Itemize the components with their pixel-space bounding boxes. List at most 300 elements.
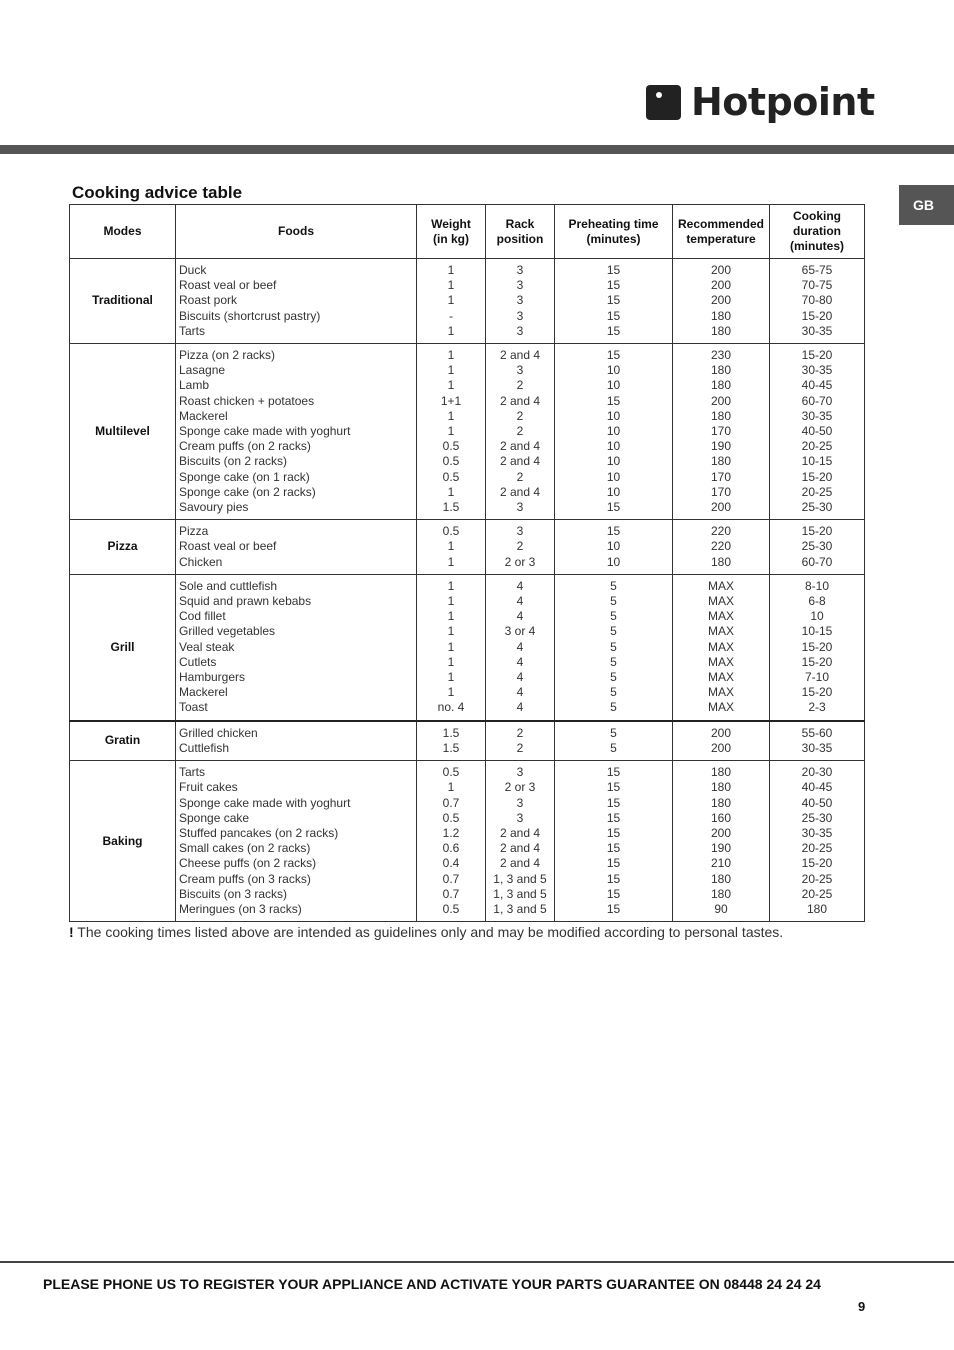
duration-value: 40-45 (801, 780, 833, 795)
preheat-value: 15 (606, 901, 621, 916)
foods-value: Tarts (179, 765, 206, 780)
rack-value: 1, 3 and 5 (493, 871, 547, 886)
temp-value: 170 (710, 424, 732, 439)
header-weight (417, 205, 486, 259)
preheat-value: 15 (606, 841, 621, 856)
header-text: Recommended temperature (677, 216, 765, 246)
rack-value: 4 (516, 609, 524, 624)
foods-value: Chicken (179, 554, 223, 569)
duration-value: 20-25 (801, 871, 833, 886)
weight-value: 1.5 (442, 725, 460, 740)
foods-value: Roast veal or beef (179, 539, 277, 554)
header-divider (0, 145, 954, 154)
duration-value: 6-8 (808, 594, 826, 609)
duration-value: 15-20 (801, 469, 833, 484)
header-text: Preheating time (minutes) (568, 216, 659, 246)
temp-cell (673, 520, 770, 575)
duration-value: 40-50 (801, 795, 833, 810)
weight-value: 0.7 (442, 886, 460, 901)
rack-value: 4 (516, 594, 524, 609)
header-text: Cooking duration (minutes) (790, 209, 844, 253)
temp-value: 90 (714, 901, 728, 916)
duration-value: 70-75 (801, 278, 833, 293)
foods-value: Cod fillet (179, 609, 226, 624)
duration-value: 10 (810, 609, 824, 624)
weight-value: 0.5 (442, 524, 460, 539)
rack-cell (486, 520, 555, 575)
duration-value: 20-25 (801, 484, 833, 499)
foods-value: Sponge cake made with yoghurt (179, 424, 351, 439)
weight-value: 1 (447, 578, 455, 593)
weight-value: 1.5 (442, 500, 460, 515)
table-row (70, 259, 865, 344)
preheat-value: 15 (606, 278, 621, 293)
foods-value: Pizza (on 2 racks) (179, 348, 276, 363)
weight-value: 0.5 (442, 454, 460, 469)
duration-value: 15-20 (801, 639, 833, 654)
preheat-value: 10 (606, 554, 621, 569)
language-tab: GB (899, 185, 954, 225)
duration-value: 180 (806, 901, 828, 916)
preheat-value: 10 (606, 484, 621, 499)
foods-cell (176, 259, 417, 344)
rack-cell (486, 761, 555, 922)
weight-value: 1 (447, 263, 455, 277)
preheat-value: 5 (610, 639, 617, 654)
weight-value: 1 (447, 654, 455, 669)
temp-value: 170 (710, 484, 732, 499)
temp-value: 210 (710, 856, 732, 871)
cooking-advice-table (69, 204, 865, 922)
weight-cell (417, 344, 486, 520)
rack-value: 3 (516, 363, 524, 378)
preheat-value: 5 (610, 624, 617, 639)
duration-cell (770, 761, 865, 922)
header-text: Foods (278, 224, 314, 238)
temp-value: MAX (707, 685, 734, 700)
rack-value: 3 (516, 293, 524, 308)
preheat-value: 5 (610, 578, 617, 593)
duration-value: 15-20 (801, 856, 833, 871)
weight-value: 1 (447, 685, 455, 700)
warning-mark: ! (69, 924, 74, 940)
duration-value: 40-50 (801, 424, 833, 439)
mode-cell: Traditional (70, 259, 176, 344)
weight-cell (417, 259, 486, 344)
duration-cell (770, 574, 865, 720)
duration-value: 30-35 (801, 408, 833, 423)
temp-value: 200 (710, 263, 732, 277)
foods-value: Lamb (179, 378, 210, 393)
temp-value: MAX (707, 654, 734, 669)
rack-value: 2 (516, 408, 524, 423)
temp-value: 180 (710, 795, 732, 810)
duration-value: 2-3 (808, 700, 826, 715)
temp-value: 200 (710, 393, 732, 408)
temp-value: 220 (710, 539, 732, 554)
foods-value: Roast chicken + potatoes (179, 393, 315, 408)
preheat-value: 10 (606, 378, 621, 393)
temp-value: 180 (710, 454, 732, 469)
preheat-value: 15 (606, 263, 621, 277)
weight-value: 1 (447, 408, 455, 423)
duration-value: 30-35 (801, 323, 833, 338)
weight-value: 1 (447, 780, 455, 795)
preheat-value: 5 (610, 685, 617, 700)
rack-value: 4 (516, 654, 524, 669)
foods-cell (176, 520, 417, 575)
duration-value: 20-25 (801, 841, 833, 856)
temp-value: 180 (710, 378, 732, 393)
weight-cell (417, 520, 486, 575)
hotpoint-logo-icon (646, 85, 681, 120)
rack-value: 2 (516, 424, 524, 439)
foods-value: Pizza (179, 524, 209, 539)
preheat-value: 5 (610, 670, 617, 685)
preheat-value: 5 (610, 700, 617, 715)
temp-value: 190 (710, 439, 732, 454)
duration-value: 10-15 (801, 454, 833, 469)
weight-value: 1 (447, 293, 455, 308)
preheat-value: 10 (606, 469, 621, 484)
table-body (70, 259, 865, 922)
rack-cell (486, 574, 555, 720)
weight-value: 0.5 (442, 765, 460, 780)
weight-value: 1 (447, 378, 455, 393)
registration-message: PLEASE PHONE US TO REGISTER YOUR APPLIANCE AND ACTIVATE YOUR PARTS GUARANTEE ON 08448 24 24 24 (43, 1276, 821, 1292)
weight-value: 1 (447, 323, 455, 338)
brand-logo (646, 80, 875, 124)
temp-value: 170 (710, 469, 732, 484)
preheat-cell (555, 344, 673, 520)
duration-value: 60-70 (801, 393, 833, 408)
weight-value: 1 (447, 539, 455, 554)
temp-value: 180 (710, 871, 732, 886)
preheat-value: 5 (610, 654, 617, 669)
foods-value: Sole and cuttlefish (179, 578, 278, 593)
rack-value: 2 and 4 (499, 348, 541, 363)
foods-value: Grilled vegetables (179, 624, 276, 639)
foods-cell (176, 761, 417, 922)
mode-cell: Grill (70, 574, 176, 720)
preheat-value: 10 (606, 454, 621, 469)
duration-value: 55-60 (801, 725, 833, 740)
foods-value: Tarts (179, 323, 206, 338)
page-number: 9 (858, 1299, 866, 1314)
weight-value: 1 (447, 609, 455, 624)
foods-value: Cuttlefish (179, 740, 230, 755)
header-foods (176, 205, 417, 259)
mode-cell: Multilevel (70, 344, 176, 520)
temp-value: 180 (710, 765, 732, 780)
weight-value: 1 (447, 639, 455, 654)
foods-value: Grilled chicken (179, 725, 258, 740)
page-title: Cooking advice table (72, 183, 243, 202)
foods-cell (176, 721, 417, 761)
preheat-value: 10 (606, 424, 621, 439)
duration-value: 8-10 (804, 578, 830, 593)
weight-value: 0.7 (442, 795, 460, 810)
temp-value: 180 (710, 554, 732, 569)
weight-value: 0.5 (442, 439, 460, 454)
rack-value: 2 or 3 (504, 554, 536, 569)
rack-cell (486, 721, 555, 761)
duration-value: 15-20 (801, 654, 833, 669)
foods-value: Mackerel (179, 685, 228, 700)
duration-cell (770, 721, 865, 761)
rack-value: 4 (516, 578, 524, 593)
temp-value: 200 (710, 825, 732, 840)
weight-value: 1 (447, 624, 455, 639)
weight-value: 1 (447, 278, 455, 293)
rack-value: 4 (516, 700, 524, 715)
foods-value: Hamburgers (179, 670, 246, 685)
temp-value: 200 (710, 293, 732, 308)
header-preheat (555, 205, 673, 259)
table-row (70, 344, 865, 520)
temp-value: 190 (710, 841, 732, 856)
temp-value: MAX (707, 700, 734, 715)
foods-value: Toast (179, 700, 208, 715)
rack-value: 3 (516, 263, 524, 277)
rack-value: 3 or 4 (504, 624, 536, 639)
preheat-value: 15 (606, 765, 621, 780)
duration-cell (770, 259, 865, 344)
duration-cell (770, 344, 865, 520)
preheat-value: 15 (606, 871, 621, 886)
preheat-value: 10 (606, 363, 621, 378)
rack-value: 2 and 4 (499, 393, 541, 408)
rack-value: 3 (516, 524, 524, 539)
preheat-value: 15 (606, 323, 621, 338)
rack-value: 1, 3 and 5 (493, 886, 547, 901)
header-text: Rack position (496, 216, 544, 246)
temp-cell (673, 259, 770, 344)
duration-value: 65-75 (801, 263, 833, 277)
rack-value: 2 and 4 (499, 825, 541, 840)
foods-value: Small cakes (on 2 racks) (179, 841, 311, 856)
foods-value: Sponge cake made with yoghurt (179, 795, 351, 810)
temp-cell (673, 721, 770, 761)
duration-value: 70-80 (801, 293, 833, 308)
temp-value: MAX (707, 670, 734, 685)
rack-value: 2 and 4 (499, 856, 541, 871)
header-text: Weight (in kg) (431, 216, 471, 246)
foods-value: Cheese puffs (on 2 racks) (179, 856, 317, 871)
duration-value: 40-45 (801, 378, 833, 393)
duration-value: 30-35 (801, 825, 833, 840)
foods-value: Sponge cake (on 1 rack) (179, 469, 310, 484)
temp-value: MAX (707, 609, 734, 624)
brand-name: Hotpoint (691, 80, 875, 124)
preheat-value: 15 (606, 780, 621, 795)
preheat-value: 15 (606, 308, 621, 323)
rack-value: 2 and 4 (499, 484, 541, 499)
preheat-value: 15 (606, 293, 621, 308)
table-header-row (70, 205, 865, 259)
foods-value: Biscuits (shortcrust pastry) (179, 308, 321, 323)
preheat-cell (555, 574, 673, 720)
weight-value: 0.4 (442, 856, 460, 871)
rack-value: 3 (516, 810, 524, 825)
temp-value: 200 (710, 500, 732, 515)
temp-value: MAX (707, 578, 734, 593)
weight-value: 0.6 (442, 841, 460, 856)
temp-cell (673, 761, 770, 922)
weight-value: 1 (447, 554, 455, 569)
temp-value: 180 (710, 886, 732, 901)
preheat-value: 15 (606, 500, 621, 515)
duration-cell (770, 520, 865, 575)
duration-value: 15-20 (801, 524, 833, 539)
table-row (70, 520, 865, 575)
foods-value: Sponge cake (on 2 racks) (179, 484, 316, 499)
weight-cell (417, 761, 486, 922)
header-text: Modes (103, 224, 142, 238)
rack-value: 3 (516, 323, 524, 338)
duration-value: 25-30 (801, 810, 833, 825)
foods-value: Cutlets (179, 654, 217, 669)
footer-divider (0, 1261, 954, 1263)
preheat-cell (555, 721, 673, 761)
temp-value: 160 (710, 810, 732, 825)
rack-value: 3 (516, 765, 524, 780)
temp-value: 200 (710, 278, 732, 293)
preheat-value: 10 (606, 408, 621, 423)
duration-value: 20-30 (801, 765, 833, 780)
duration-value: 20-25 (801, 439, 833, 454)
note-text: The cooking times listed above are intended as guidelines only and may be modified according to personal tastes. (73, 924, 784, 940)
duration-value: 20-25 (801, 886, 833, 901)
temp-value: 180 (710, 363, 732, 378)
temp-value: 180 (710, 308, 732, 323)
mode-cell: Pizza (70, 520, 176, 575)
weight-value: 1 (447, 670, 455, 685)
header-duration (770, 205, 865, 259)
weight-value: no. 4 (437, 700, 465, 715)
preheat-value: 5 (610, 594, 617, 609)
guideline-note (69, 924, 783, 940)
weight-value: 1 (447, 363, 455, 378)
duration-value: 10-15 (801, 624, 833, 639)
weight-value: 0.7 (442, 871, 460, 886)
weight-value: 0.5 (442, 469, 460, 484)
table-row (70, 761, 865, 922)
duration-value: 25-30 (801, 500, 833, 515)
rack-value: 2 and 4 (499, 841, 541, 856)
foods-value: Mackerel (179, 408, 228, 423)
temp-cell (673, 344, 770, 520)
temp-value: 220 (710, 524, 732, 539)
foods-value: Stuffed pancakes (on 2 racks) (179, 825, 339, 840)
weight-value: 1 (447, 348, 455, 363)
preheat-value: 15 (606, 795, 621, 810)
rack-cell (486, 344, 555, 520)
duration-value: 30-35 (801, 363, 833, 378)
temp-value: MAX (707, 624, 734, 639)
header-rack (486, 205, 555, 259)
weight-value: - (449, 308, 453, 323)
temp-value: 180 (710, 408, 732, 423)
foods-value: Fruit cakes (179, 780, 238, 795)
weight-value: 1 (447, 424, 455, 439)
rack-value: 2 (516, 725, 524, 740)
mode-cell: Baking (70, 761, 176, 922)
duration-value: 25-30 (801, 539, 833, 554)
foods-value: Duck (179, 263, 207, 277)
temp-value: 200 (710, 740, 732, 755)
preheat-value: 10 (606, 439, 621, 454)
foods-value: Squid and prawn kebabs (179, 594, 312, 609)
rack-value: 1, 3 and 5 (493, 901, 547, 916)
foods-cell (176, 574, 417, 720)
rack-value: 2 (516, 469, 524, 484)
rack-value: 3 (516, 308, 524, 323)
foods-value: Lasagne (179, 363, 226, 378)
table-row (70, 721, 865, 761)
temp-value: MAX (707, 594, 734, 609)
rack-value: 3 (516, 278, 524, 293)
preheat-value: 15 (606, 886, 621, 901)
preheat-value: 15 (606, 810, 621, 825)
temp-cell (673, 574, 770, 720)
preheat-cell (555, 520, 673, 575)
weight-value: 1.5 (442, 740, 460, 755)
rack-value: 4 (516, 685, 524, 700)
weight-cell (417, 721, 486, 761)
rack-cell (486, 259, 555, 344)
rack-value: 4 (516, 639, 524, 654)
foods-value: Roast veal or beef (179, 278, 277, 293)
weight-value: 1+1 (440, 393, 462, 408)
duration-value: 15-20 (801, 308, 833, 323)
rack-value: 2 and 4 (499, 454, 541, 469)
foods-value: Savoury pies (179, 500, 249, 515)
foods-value: Cream puffs (on 2 racks) (179, 439, 311, 454)
weight-value: 1.2 (442, 825, 460, 840)
foods-value: Roast pork (179, 293, 238, 308)
rack-value: 2 and 4 (499, 439, 541, 454)
foods-value: Cream puffs (on 3 racks) (179, 871, 311, 886)
rack-value: 4 (516, 670, 524, 685)
weight-cell (417, 574, 486, 720)
foods-value: Biscuits (on 2 racks) (179, 454, 288, 469)
foods-value: Biscuits (on 3 racks) (179, 886, 288, 901)
header-temperature (673, 205, 770, 259)
temp-value: 230 (710, 348, 732, 363)
preheat-value: 10 (606, 539, 621, 554)
foods-value: Meringues (on 3 racks) (179, 901, 302, 916)
duration-value: 7-10 (804, 670, 830, 685)
header-modes (70, 205, 176, 259)
duration-value: 30-35 (801, 740, 833, 755)
preheat-cell (555, 761, 673, 922)
preheat-value: 15 (606, 825, 621, 840)
preheat-value: 15 (606, 393, 621, 408)
weight-value: 1 (447, 484, 455, 499)
preheat-value: 15 (606, 856, 621, 871)
preheat-cell (555, 259, 673, 344)
preheat-value: 5 (610, 740, 617, 755)
rack-value: 3 (516, 795, 524, 810)
temp-value: 200 (710, 725, 732, 740)
rack-value: 2 or 3 (504, 780, 536, 795)
duration-value: 15-20 (801, 685, 833, 700)
weight-value: 0.5 (442, 901, 460, 916)
preheat-value: 5 (610, 609, 617, 624)
temp-value: 180 (710, 323, 732, 338)
duration-value: 60-70 (801, 554, 833, 569)
